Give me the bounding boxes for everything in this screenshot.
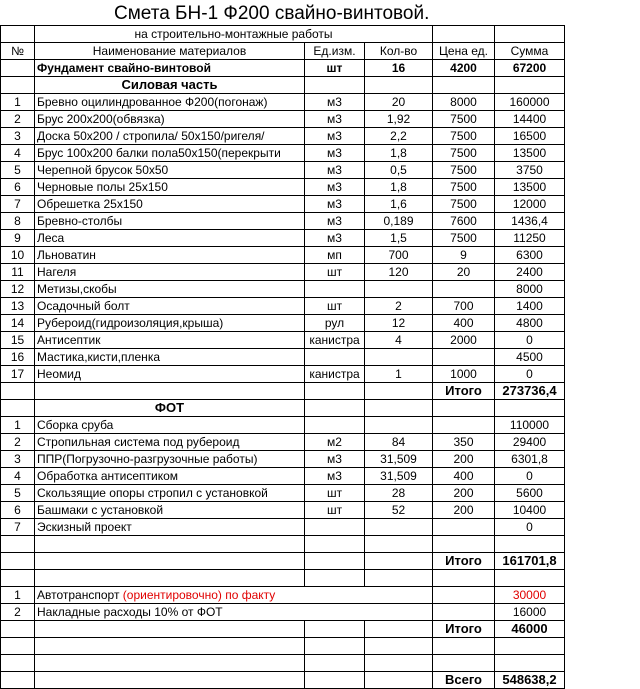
item-name: Обрешетка 25х150: [35, 196, 305, 213]
empty-cell: [1, 400, 35, 417]
foundation-row: [1, 60, 565, 77]
empty-cell: [35, 672, 305, 689]
section-title: Силовая часть: [35, 77, 305, 94]
item-qty: [365, 417, 433, 434]
column-header: Кол-во: [365, 43, 433, 60]
total-row: [1, 621, 565, 638]
item-sum: 110000: [495, 417, 565, 434]
item-name: Льноватин: [35, 247, 305, 264]
item-row: [1, 315, 565, 332]
item-sum: 0: [495, 366, 565, 383]
item-unit: м2: [305, 434, 365, 451]
item-price: 7500: [433, 196, 495, 213]
item-name: [35, 587, 433, 604]
item-name: Брус 200х200(обвязка): [35, 111, 305, 128]
empty-cell: [305, 400, 365, 417]
row-number: 7: [1, 196, 35, 213]
item-price: 7500: [433, 145, 495, 162]
item-name-main: Накладные расходы 10% от ФОТ: [37, 605, 223, 619]
item-sum: 4500: [495, 349, 565, 366]
empty-cell: [305, 553, 365, 570]
item-price: 400: [433, 315, 495, 332]
row-number: 5: [1, 162, 35, 179]
item-price: 200: [433, 485, 495, 502]
column-header: №: [1, 43, 35, 60]
empty-cell: [1, 570, 35, 587]
row-number: 1: [1, 587, 35, 604]
empty-row: [1, 536, 565, 553]
item-sum: 30000: [495, 587, 565, 604]
item-unit: м3: [305, 179, 365, 196]
item-qty: 0,5: [365, 162, 433, 179]
item-unit: м3: [305, 468, 365, 485]
item-row: [1, 128, 565, 145]
row-number: 7: [1, 519, 35, 536]
item-unit: м3: [305, 94, 365, 111]
total-row: [1, 553, 565, 570]
item-name: Бревно оцилиндрованное Ф200(погонаж): [35, 94, 305, 111]
item-row: [1, 502, 565, 519]
item-price: 20: [433, 264, 495, 281]
row-number: 3: [1, 451, 35, 468]
empty-cell: [305, 655, 365, 672]
item-row: [1, 332, 565, 349]
empty-cell: [35, 383, 305, 400]
empty-cell: [433, 570, 495, 587]
estimate-table: [0, 25, 565, 689]
row-number: 12: [1, 281, 35, 298]
column-header: Цена ед.: [433, 43, 495, 60]
row-number: 6: [1, 502, 35, 519]
item-name: Бревно-столбы: [35, 213, 305, 230]
empty-cell: [35, 553, 305, 570]
empty-row: [1, 655, 565, 672]
item-name: Эскизный проект: [35, 519, 305, 536]
item-sum: 13500: [495, 145, 565, 162]
empty-cell: [433, 638, 495, 655]
item-name: Метизы,скобы: [35, 281, 305, 298]
item-name-note: (ориентировочно) по факту: [122, 588, 276, 602]
item-name-main: Автотранспорт: [37, 588, 123, 602]
item-qty: 28: [365, 485, 433, 502]
item-price: 1000: [433, 366, 495, 383]
item-name: Скользящие опоры стропил с установкой: [35, 485, 305, 502]
item-name: [35, 604, 433, 621]
empty-cell: [495, 570, 565, 587]
item-row: [1, 230, 565, 247]
empty-cell: [35, 621, 305, 638]
item-price: [433, 587, 495, 604]
item-price: 8000: [433, 94, 495, 111]
item-row: [1, 145, 565, 162]
item-name: Башмаки с установкой: [35, 502, 305, 519]
item-sum: 67200: [495, 60, 565, 77]
item-sum: 2400: [495, 264, 565, 281]
item-row: [1, 94, 565, 111]
item-price: [433, 349, 495, 366]
item-unit: м3: [305, 451, 365, 468]
item-row: [1, 468, 565, 485]
item-row: [1, 111, 565, 128]
row-number: 10: [1, 247, 35, 264]
row-number: 1: [1, 417, 35, 434]
row-number: 5: [1, 485, 35, 502]
total-sum: 548638,2: [495, 672, 565, 689]
empty-cell: [495, 655, 565, 672]
row-number: 15: [1, 332, 35, 349]
item-qty: 1: [365, 366, 433, 383]
item-row: [1, 349, 565, 366]
total-sum: 273736,4: [495, 383, 565, 400]
empty-cell: [365, 383, 433, 400]
empty-cell: [305, 672, 365, 689]
item-unit: [305, 417, 365, 434]
item-row: [1, 196, 565, 213]
item-qty: 2,2: [365, 128, 433, 145]
row-number: 2: [1, 604, 35, 621]
sheet-title: [0, 0, 640, 24]
item-name: Неомид: [35, 366, 305, 383]
item-row: [1, 281, 565, 298]
item-qty: [365, 519, 433, 536]
empty-cell: [495, 638, 565, 655]
item-unit: шт: [305, 485, 365, 502]
item-unit: рул: [305, 315, 365, 332]
empty-cell: [1, 638, 35, 655]
estimate-body: [1, 26, 565, 689]
item-qty: 700: [365, 247, 433, 264]
empty-cell: [365, 570, 433, 587]
item-qty: 0,189: [365, 213, 433, 230]
item-qty: 1,8: [365, 179, 433, 196]
empty-cell: [1, 553, 35, 570]
item-row: [1, 434, 565, 451]
item-unit: м3: [305, 196, 365, 213]
row-number: 2: [1, 111, 35, 128]
empty-cell: [305, 638, 365, 655]
total-row: [1, 383, 565, 400]
empty-cell: [305, 570, 365, 587]
empty-row: [1, 638, 565, 655]
empty-cell: [1, 383, 35, 400]
subtitle: на строительно-монтажные работы: [35, 26, 433, 43]
item-name: Черепной брусок 50х50: [35, 162, 305, 179]
item-unit: м3: [305, 145, 365, 162]
item-qty: 1,6: [365, 196, 433, 213]
item-row: [1, 247, 565, 264]
total-label: Итого: [433, 383, 495, 400]
empty-cell: [365, 621, 433, 638]
empty-cell: [433, 77, 495, 94]
row-number: 14: [1, 315, 35, 332]
empty-cell: [1, 621, 35, 638]
item-sum: 11250: [495, 230, 565, 247]
item-qty: 120: [365, 264, 433, 281]
item-row: [1, 587, 565, 604]
item-qty: 31,509: [365, 468, 433, 485]
row-number: [1, 60, 35, 77]
item-price: 350: [433, 434, 495, 451]
item-row: [1, 519, 565, 536]
item-qty: 1,92: [365, 111, 433, 128]
item-row: [1, 264, 565, 281]
item-price: 7600: [433, 213, 495, 230]
row-number: 11: [1, 264, 35, 281]
item-unit: канистра: [305, 366, 365, 383]
item-price: 2000: [433, 332, 495, 349]
section-title-row: [1, 400, 565, 417]
empty-cell: [35, 655, 305, 672]
empty-cell: [1, 672, 35, 689]
item-qty: [365, 281, 433, 298]
empty-cell: [365, 536, 433, 553]
item-price: [433, 604, 495, 621]
item-unit: шт: [305, 502, 365, 519]
header-row: [1, 43, 565, 60]
item-name: Обработка антисептиком: [35, 468, 305, 485]
row-number: 6: [1, 179, 35, 196]
item-price: 7500: [433, 162, 495, 179]
row-number: 17: [1, 366, 35, 383]
item-unit: шт: [305, 60, 365, 77]
item-sum: 16000: [495, 604, 565, 621]
item-name: Нагеля: [35, 264, 305, 281]
empty-cell: [305, 77, 365, 94]
item-unit: шт: [305, 264, 365, 281]
empty-cell: [495, 400, 565, 417]
empty-cell: [1, 655, 35, 672]
empty-cell: [433, 655, 495, 672]
item-name: Стропильная система под рубероид: [35, 434, 305, 451]
item-qty: 2: [365, 298, 433, 315]
item-price: [433, 417, 495, 434]
item-name: Леса: [35, 230, 305, 247]
item-qty: 16: [365, 60, 433, 77]
item-name: Фундамент свайно-винтовой: [35, 60, 305, 77]
empty-cell: [365, 655, 433, 672]
item-unit: шт: [305, 298, 365, 315]
empty-cell: [365, 638, 433, 655]
item-unit: мп: [305, 247, 365, 264]
item-name: Доска 50х200 / стропила/ 50х150/ригеля/: [35, 128, 305, 145]
item-name: ППР(Погрузочно-разгрузочные работы): [35, 451, 305, 468]
item-unit: м3: [305, 213, 365, 230]
item-qty: 4: [365, 332, 433, 349]
item-sum: 8000: [495, 281, 565, 298]
item-sum: 6301,8: [495, 451, 565, 468]
item-row: [1, 604, 565, 621]
empty-cell: [495, 536, 565, 553]
item-name: Черновые полы 25х150: [35, 179, 305, 196]
item-name: Осадочный болт: [35, 298, 305, 315]
item-name: Антисептик: [35, 332, 305, 349]
row-number: 2: [1, 434, 35, 451]
item-price: [433, 281, 495, 298]
item-price: 7500: [433, 111, 495, 128]
item-price: 7500: [433, 128, 495, 145]
item-unit: м3: [305, 128, 365, 145]
item-qty: [365, 349, 433, 366]
row-number: 16: [1, 349, 35, 366]
item-sum: 160000: [495, 94, 565, 111]
item-name: Мастика,кисти,пленка: [35, 349, 305, 366]
item-qty: 52: [365, 502, 433, 519]
item-qty: 1,5: [365, 230, 433, 247]
item-sum: 16500: [495, 128, 565, 145]
empty-cell: [1, 77, 35, 94]
item-sum: 10400: [495, 502, 565, 519]
item-name: Брус 100х200 балки пола50х150(перекрыти: [35, 145, 305, 162]
empty-cell: [35, 536, 305, 553]
empty-cell: [305, 536, 365, 553]
empty-cell: [365, 672, 433, 689]
empty-cell: [433, 536, 495, 553]
row-number: 3: [1, 128, 35, 145]
item-sum: 13500: [495, 179, 565, 196]
item-unit: [305, 519, 365, 536]
item-row: [1, 366, 565, 383]
item-qty: 12: [365, 315, 433, 332]
item-name: Рубероид(гидроизоляция,крыша): [35, 315, 305, 332]
item-unit: канистра: [305, 332, 365, 349]
item-sum: 6300: [495, 247, 565, 264]
item-sum: 4800: [495, 315, 565, 332]
item-sum: 3750: [495, 162, 565, 179]
item-row: [1, 417, 565, 434]
empty-cell: [305, 383, 365, 400]
item-row: [1, 298, 565, 315]
item-sum: 5600: [495, 485, 565, 502]
empty-cell: [1, 26, 35, 43]
empty-row: [1, 570, 565, 587]
item-row: [1, 213, 565, 230]
empty-cell: [433, 26, 495, 43]
empty-cell: [365, 553, 433, 570]
column-header: Ед.изм.: [305, 43, 365, 60]
item-unit: [305, 349, 365, 366]
estimate-title: Смета БН-1 Ф200 свайно-винтовой.: [114, 3, 430, 24]
item-qty: 1,8: [365, 145, 433, 162]
empty-cell: [305, 621, 365, 638]
total-row: [1, 672, 565, 689]
row-number: 8: [1, 213, 35, 230]
item-row: [1, 179, 565, 196]
total-label: Итого: [433, 621, 495, 638]
subtitle-row: [1, 26, 565, 43]
item-price: [433, 519, 495, 536]
item-price: 200: [433, 451, 495, 468]
item-row: [1, 485, 565, 502]
total-sum: 161701,8: [495, 553, 565, 570]
item-sum: 14400: [495, 111, 565, 128]
item-unit: [305, 281, 365, 298]
empty-cell: [365, 400, 433, 417]
row-number: 4: [1, 145, 35, 162]
row-number: 9: [1, 230, 35, 247]
item-price: 200: [433, 502, 495, 519]
item-qty: 84: [365, 434, 433, 451]
item-price: 7500: [433, 179, 495, 196]
total-label: Всего: [433, 672, 495, 689]
item-unit: м3: [305, 162, 365, 179]
item-name: Сборка сруба: [35, 417, 305, 434]
item-sum: 0: [495, 468, 565, 485]
item-price: 700: [433, 298, 495, 315]
item-sum: 1436,4: [495, 213, 565, 230]
column-header: Сумма: [495, 43, 565, 60]
column-header: Наименование материалов: [35, 43, 305, 60]
empty-cell: [35, 638, 305, 655]
total-sum: 46000: [495, 621, 565, 638]
item-unit: м3: [305, 230, 365, 247]
item-price: 9: [433, 247, 495, 264]
row-number: 1: [1, 94, 35, 111]
empty-cell: [495, 77, 565, 94]
item-qty: 20: [365, 94, 433, 111]
item-sum: 29400: [495, 434, 565, 451]
empty-cell: [365, 77, 433, 94]
item-row: [1, 451, 565, 468]
item-price: 7500: [433, 230, 495, 247]
empty-cell: [1, 536, 35, 553]
item-price: 4200: [433, 60, 495, 77]
item-sum: 0: [495, 519, 565, 536]
item-qty: 31,509: [365, 451, 433, 468]
row-number: 4: [1, 468, 35, 485]
row-number: 13: [1, 298, 35, 315]
item-sum: 1400: [495, 298, 565, 315]
item-sum: 0: [495, 332, 565, 349]
section-title-row: [1, 77, 565, 94]
empty-cell: [433, 400, 495, 417]
item-unit: м3: [305, 111, 365, 128]
total-label: Итого: [433, 553, 495, 570]
empty-cell: [495, 26, 565, 43]
empty-cell: [35, 570, 305, 587]
section-title: ФОТ: [35, 400, 305, 417]
item-price: 400: [433, 468, 495, 485]
item-row: [1, 162, 565, 179]
item-sum: 12000: [495, 196, 565, 213]
